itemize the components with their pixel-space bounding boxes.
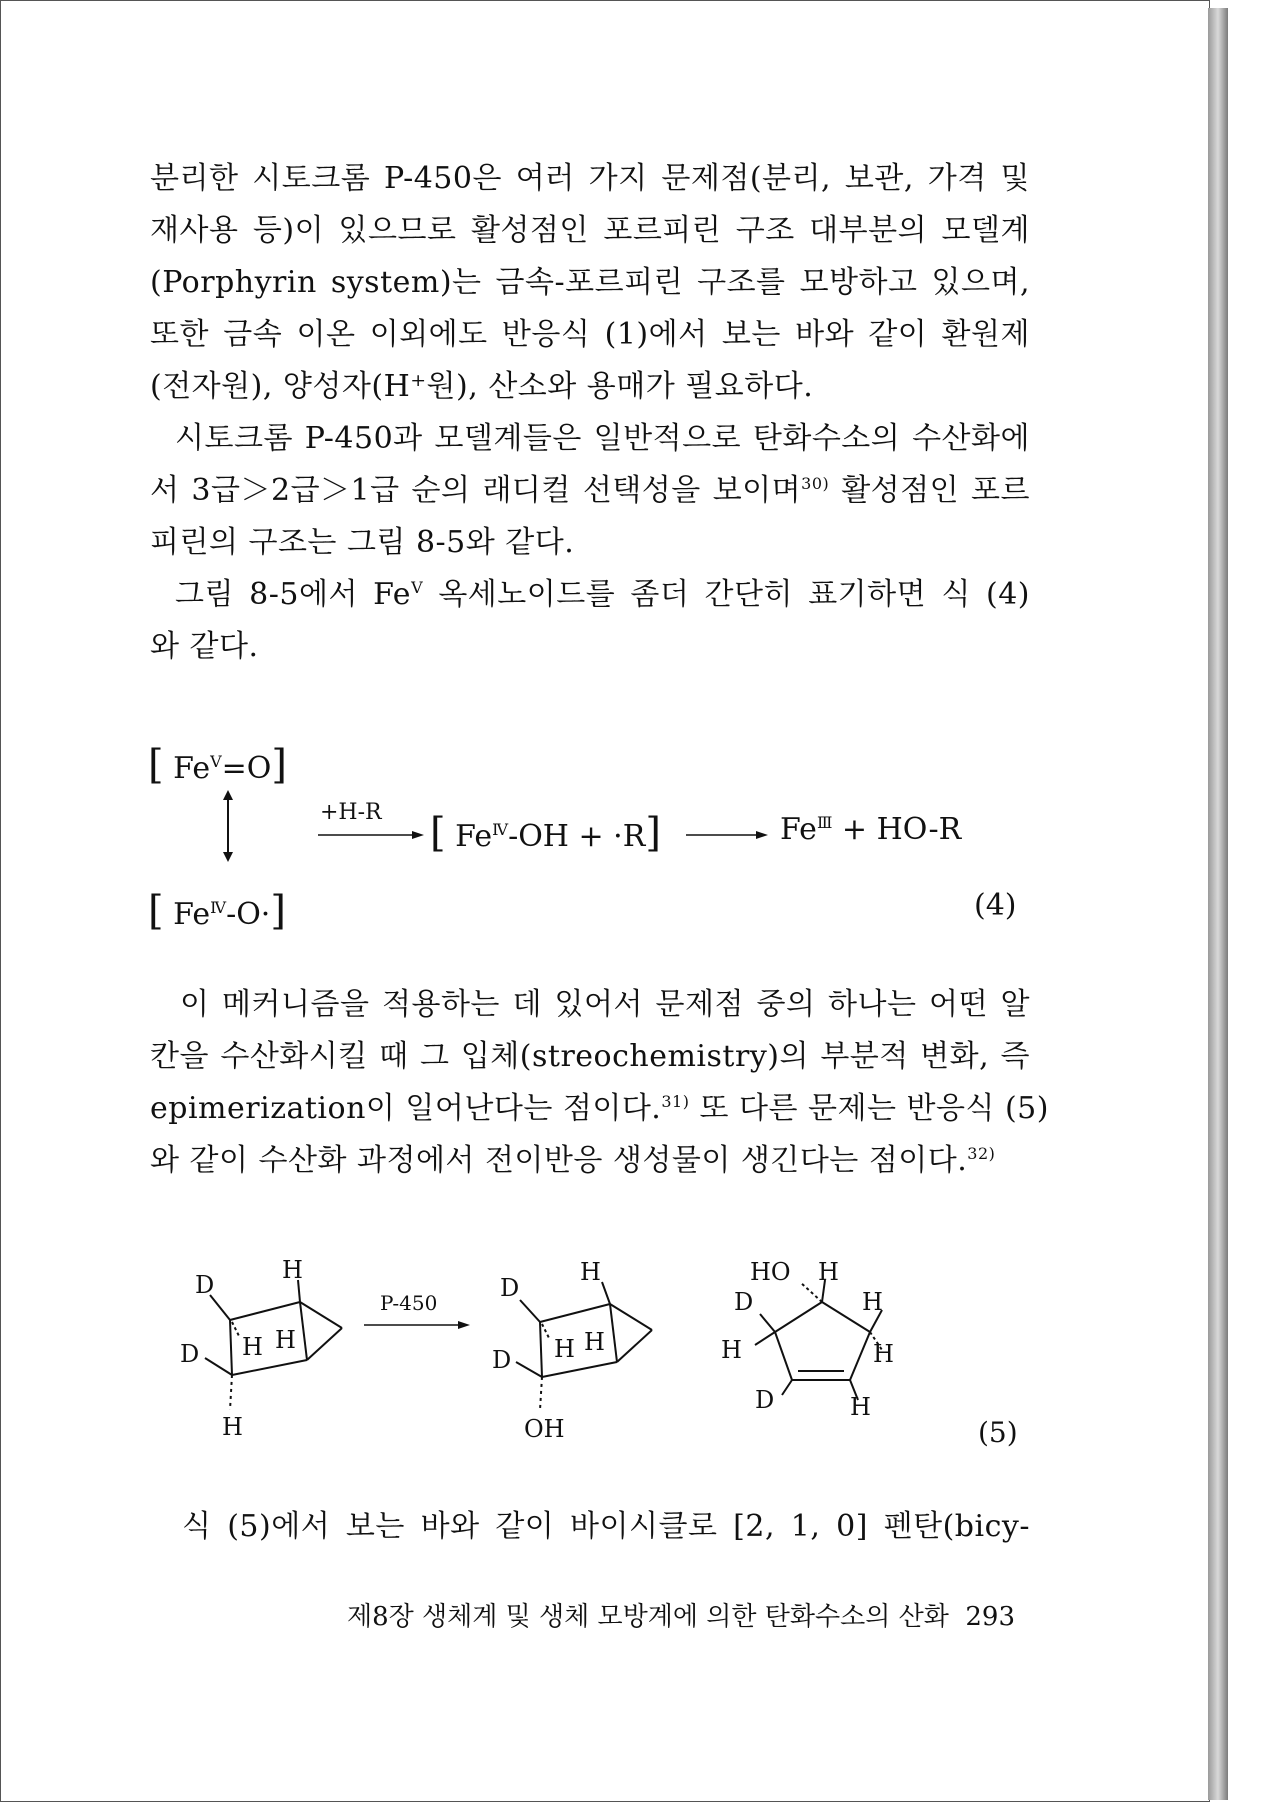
atom-label: D — [180, 1340, 200, 1368]
paragraph-2-line-3: 피린의 구조는 그림 8-5와 같다. — [150, 525, 575, 560]
resonance-arrow — [218, 790, 238, 862]
paragraph-2-line-1: 시토크롬 P-450과 모델계들은 일반적으로 탄화수소의 수산화에 — [175, 421, 1030, 456]
paragraph-1-line-2: 재사용 등)이 있으므로 활성점인 포르피린 구조 대부분의 모델계 — [150, 213, 1030, 248]
atom-label: H — [721, 1336, 742, 1364]
paragraph-2-line-2: 서 3급＞2급＞1급 순의 래디컬 선택성을 보이며$^{30)}$ 활성점인 포르 — [150, 473, 1031, 508]
paragraph-1-line-4: 또한 금속 이온 이외에도 반응식 (1)에서 보는 바와 같이 환원제 — [150, 317, 1030, 352]
paragraph-1-line-3: (Porphyrin system)는 금속-포르피린 구조를 모방하고 있으며, — [150, 265, 1030, 300]
atom-label: H — [282, 1256, 303, 1284]
atom-label: D — [195, 1271, 215, 1299]
paragraph-1-line-5: (전자원), 양성자(H⁺원), 산소와 용매가 필요하다. — [150, 369, 814, 404]
atom-label: H — [275, 1326, 296, 1354]
atom-label: HO — [750, 1258, 791, 1286]
atom-label: H — [584, 1328, 605, 1356]
paragraph-5-line-1: 식 (5)에서 보는 바와 같이 바이시클로 [2, 1, 0] 펜탄(bicy- — [182, 1509, 1030, 1544]
eq4-top-species: [ $Fe^V=O$] — [148, 742, 287, 788]
paragraph-4-line-3: epimerization이 일어난다는 점이다.$^{31)}$ 또 다른 문제는 반응식 (5) — [150, 1091, 1049, 1126]
atom-label: D — [492, 1346, 512, 1374]
atom-label: D — [755, 1386, 775, 1414]
equation-5-diagram — [170, 1250, 1050, 1450]
atom-label: D — [734, 1288, 754, 1316]
atom-label: D — [500, 1274, 520, 1302]
atom-label: H — [222, 1413, 243, 1441]
atom-label: H — [242, 1333, 263, 1361]
eq4-reagent: +H-R — [320, 800, 382, 825]
atom-label: H — [580, 1258, 601, 1286]
eq4-middle-species: [ $Fe^Ⅳ-OH + \cdot R$] — [430, 810, 661, 856]
eq4-bottom-species: [ $Fe^Ⅳ-O\cdot$] — [148, 888, 286, 934]
atom-label: H — [873, 1340, 894, 1368]
page-margin — [1228, 0, 1287, 1806]
eq4-product: $Fe^Ⅲ + HO-R$ — [780, 812, 962, 847]
chapter-title: 제8장 생체계 및 생체 모방계에 의한 탄화수소의 산화 — [346, 1602, 949, 1632]
eq5-reagent: P-450 — [380, 1291, 438, 1315]
paragraph-4-line-4: 와 같이 수산화 과정에서 전이반응 생성물이 생긴다는 점이다.$^{32)}$ — [150, 1143, 996, 1178]
eq4-number: (4) — [974, 888, 1017, 923]
page-footer — [335, 1596, 1015, 1633]
paragraph-1-line-1: 분리한 시토크롬 P-450은 여러 가지 문제점(분리, 보관, 가격 및 — [150, 161, 1030, 196]
eq4-arrow-2 — [686, 828, 768, 842]
atom-label: OH — [524, 1415, 565, 1443]
atom-label: H — [554, 1335, 575, 1363]
paragraph-4-line-2: 칸을 수산화시킬 때 그 입체(streochemistry)의 부분적 변화, 즉 — [150, 1039, 1030, 1074]
eq4-arrow-1 — [318, 828, 424, 842]
eq5-arrow — [364, 1321, 470, 1329]
atom-label: H — [862, 1288, 883, 1316]
paragraph-3-line-1: 그림 8-5에서 $Fe^V$ 옥세노이드를 좀더 간단히 표기하면 식 (4) — [175, 577, 1030, 612]
atom-label: H — [850, 1393, 871, 1421]
paragraph-4-line-1: 이 메커니즘을 적용하는 데 있어서 문제점 중의 하나는 어떤 알 — [180, 987, 1030, 1022]
page-number: 293 — [965, 1602, 1015, 1632]
paragraph-3-line-2: 와 같다. — [150, 629, 259, 664]
atom-label: H — [818, 1258, 839, 1286]
page-edge-shadow — [1208, 8, 1228, 1800]
eq5-number: (5) — [978, 1416, 1018, 1449]
footnote-ref-30: 30) — [801, 474, 830, 493]
bicyclopentane-reactant — [205, 1280, 342, 1410]
